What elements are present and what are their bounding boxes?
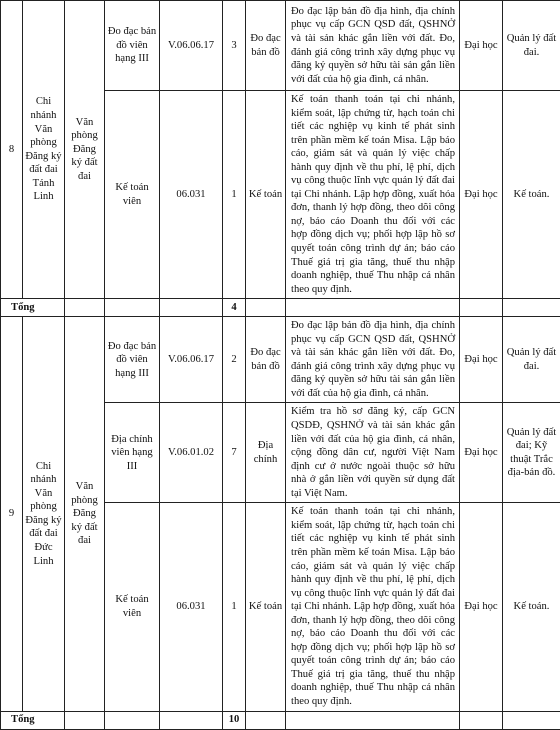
unit-cell: Chi nhánh Văn phòng Đăng ký đất đai Đức Linh (23, 317, 65, 711)
description-cell: Kế toán thanh toán tại chi nhánh, kiểm soát, lập chứng từ, hạch toán chi tiết các nghiệp vụ kinh tế phát sinh trên phần mềm kế toán Misa. Lập báo cáo, giám sát và quản lý việc chấp hành quy định về thu phí, lệ phí, dịch vụ công thuộc lĩnh vực quản lý đất đai tại Chi nhánh. Lập hợp đồng, xuất hóa đơn, thanh lý hợp đồng, theo dõi công nợ, báo cáo Doanh thu đối với các hợp đồng dịch vụ; phối hợp lập hồ sơ quyết toán công trình dự án; báo cáo Thuế giá trị gia tăng, thuế thu nhập doanh nghiệp, thuế Thu nhập cá nhân theo quy định. (286, 503, 460, 711)
field-cell: Kế toán (246, 503, 286, 711)
major-cell: Kế toán. (503, 91, 560, 299)
table-row (1, 1, 560, 91)
field-cell: Đo đạc bản đồ (246, 1, 286, 91)
department-cell: Văn phòng Đăng ký đất đai (65, 1, 105, 299)
description-cell: Kiểm tra hồ sơ đăng ký, cấp GCN QSDĐ, QSHNỞ và tài sản khác gắn liền với đất của hộ gia đình, cá nhân, cộng đồng dân cư, người Việt Nam định cư ở nước ngoài thuộc sở hữu nhà ở gắn liền với quyền sử dụng đất tại Việt Nam. (286, 403, 460, 503)
count-cell: 3 (223, 1, 246, 91)
code-cell: V.06.01.02 (160, 403, 223, 503)
code-cell: V.06.06.17 (160, 317, 223, 403)
count-cell: 1 (223, 91, 246, 299)
description-cell: Đo đạc lập bản đồ địa hình, địa chính phục vụ cấp GCN QSD đất, QSHNỞ và tài sản khác gắn liền với đất. Đo, đánh giá công trình xây dựng phục vụ đăng ký quyền sở hữu tài sản gắn liền với đất của hộ gia đình, cá nhân. (286, 1, 460, 91)
major-cell: Quản lý đất đai. (503, 317, 560, 403)
degree-cell: Đại học (460, 91, 503, 299)
degree-cell: Đại học (460, 317, 503, 403)
total-label: Tổng (1, 299, 65, 317)
code-cell: 06.031 (160, 503, 223, 711)
position-cell: Đo đạc bản đồ viên hạng III (105, 1, 160, 91)
position-cell: Kế toán viên (105, 503, 160, 711)
major-cell: Quản lý đất đai. (503, 1, 560, 91)
total-value: 10 (223, 711, 246, 729)
degree-cell: Đại học (460, 403, 503, 503)
table-row (1, 317, 560, 403)
degree-cell: Đại học (460, 503, 503, 711)
count-cell: 7 (223, 403, 246, 503)
field-cell: Kế toán (246, 91, 286, 299)
position-cell: Kế toán viên (105, 91, 160, 299)
description-cell: Kế toán thanh toán tại chi nhánh, kiểm soát, lập chứng từ, hạch toán chi tiết các nghiệp vụ kinh tế phát sinh trên phần mềm kế toán Misa. Lập báo cáo, giám sát và quản lý việc chấp hành quy định về thu phí, lệ phí, dịch vụ công thuộc lĩnh vực quản lý đất đai tại Chi nhánh. Lập hợp đồng, xuất hóa đơn, thanh lý hợp đồng, theo dõi công nợ, báo cáo Doanh thu đối với các hợp đồng dịch vụ; phối hợp lập hồ sơ quyết toán công trình dự án; báo cáo Thuế giá trị gia tăng, thuế thu nhập doanh nghiệp, thuế Thu nhập cá nhân theo quy định. (286, 91, 460, 299)
total-row (1, 299, 560, 317)
department-cell: Văn phòng Đăng ký đất đai (65, 317, 105, 711)
code-cell: 06.031 (160, 91, 223, 299)
position-cell: Đo đạc bản đồ viên hạng III (105, 317, 160, 403)
unit-cell: Chi nhánh Văn phòng Đăng ký đất đai Tánh Linh (23, 1, 65, 299)
major-cell: Quản lý đất đai; Kỹ thuật Trắc địa-bản đồ. (503, 403, 560, 503)
code-cell: V.06.06.17 (160, 1, 223, 91)
total-label: Tổng (1, 711, 65, 729)
count-cell: 2 (223, 317, 246, 403)
position-cell: Địa chính viên hạng III (105, 403, 160, 503)
total-value: 4 (223, 299, 246, 317)
field-cell: Đo đạc bản đồ (246, 317, 286, 403)
field-cell: Địa chính (246, 403, 286, 503)
major-cell: Kế toán. (503, 503, 560, 711)
stt-cell: 9 (1, 317, 23, 711)
count-cell: 1 (223, 503, 246, 711)
degree-cell: Đại học (460, 1, 503, 91)
total-row (1, 711, 560, 729)
description-cell: Đo đạc lập bản đồ địa hình, địa chính phục vụ cấp GCN QSD đất, QSHNỞ và tài sản khác gắn liền với đất. Đo, đánh giá công trình xây dựng phục vụ đăng ký quyền sở hữu tài sản gắn liền với đất của hộ gia đình, cá nhân. (286, 317, 460, 403)
stt-cell: 8 (1, 1, 23, 299)
